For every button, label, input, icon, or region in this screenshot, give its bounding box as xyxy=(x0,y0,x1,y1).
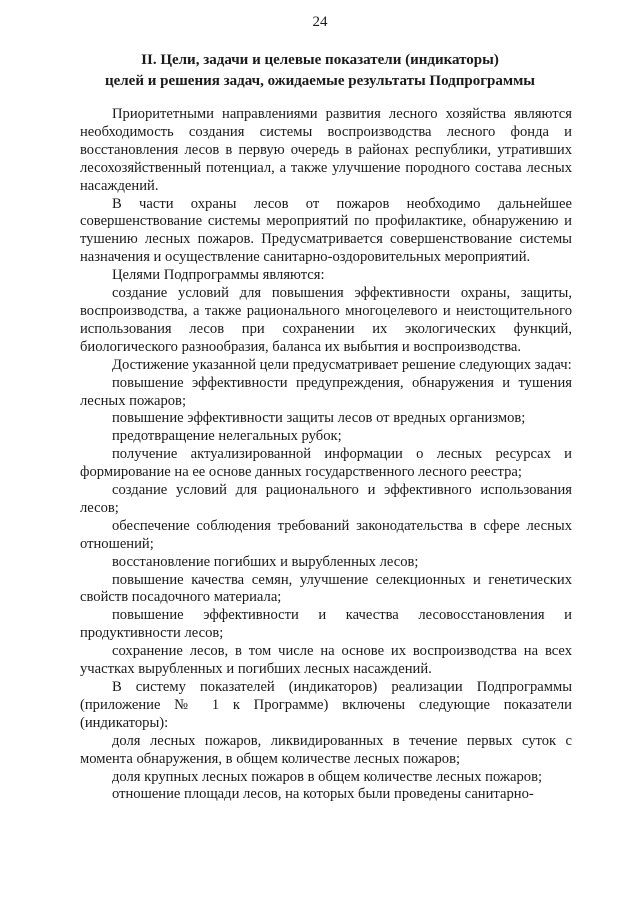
paragraph: В части охраны лесов от пожаров необходимо дальнейшее совершенствование системы мероприятий по профилактике, обнаружению и тушению лесных пожаров. Предусматривается совершенствование системы назначения и осуществление санитарно-оздоровительных мероприятий. xyxy=(80,195,572,266)
section-heading-line-2: целей и решения задач, ожидаемые результаты Подпрограммы xyxy=(104,73,536,89)
section-heading-line-1: II. Цели, задачи и целевые показатели (индикаторы) xyxy=(141,52,499,68)
paragraph: В систему показателей (индикаторов) реализации Подпрограммы (приложение № 1 к Программе) включены следующие показатели (индикаторы): xyxy=(80,679,572,731)
paragraph: создание условий для повышения эффективности охраны, защиты, воспроизводства, а также рационального многоцелевого и неистощительного использования лесов при сохранении их экологических функций, биологического разнообразия, баланса их выбытия и воспроизводства. xyxy=(80,285,572,355)
page-number: 24 xyxy=(312,14,328,30)
list-item: повышение эффективности предупреждения, обнаружения и тушения лесных пожаров; xyxy=(80,374,572,409)
list-item: отношение площади лесов, на которых были проведены санитарно- xyxy=(112,786,534,803)
paragraph: Целями Подпрограммы являются: xyxy=(112,267,325,284)
list-item: повышение эффективности защиты лесов от вредных организмов; xyxy=(112,410,526,427)
list-item: сохранение лесов, в том числе на основе их воспроизводства на всех участках вырубленных и погибших лесных насаждений. xyxy=(80,643,572,678)
paragraph: Приоритетными направлениями развития лесного хозяйства являются необходимость создания системы воспроизводства лесного фонда и восстановления лесов в первую очередь в районах республики, утративших лесохозяйственный потенциал, а также улучшение породного состава лесных насаждений. xyxy=(80,106,572,194)
list-item: получение актуализированной информации о лесных ресурсах и формирование на ее основе данных государственного лесного реестра; xyxy=(80,446,572,481)
body-text xyxy=(80,106,572,804)
list-item: предотвращение нелегальных рубок; xyxy=(112,428,342,445)
section-heading xyxy=(60,50,580,92)
paragraph: Достижение указанной цели предусматривает решение следующих задач: xyxy=(112,356,572,373)
list-item: повышение эффективности и качества лесовосстановления и продуктивности лесов; xyxy=(80,607,572,642)
list-item: доля лесных пожаров, ликвидированных в течение первых суток с момента обнаружения, в общем количестве лесных пожаров; xyxy=(80,732,572,767)
list-item: создание условий для рационального и эффективного использования лесов; xyxy=(80,482,572,516)
list-item: восстановление погибших и вырубленных лесов; xyxy=(112,553,419,570)
list-item: доля крупных лесных пожаров в общем количестве лесных пожаров; xyxy=(112,768,543,785)
list-item: обеспечение соблюдения требований законодательства в сфере лесных отношений; xyxy=(80,517,572,552)
list-item: повышение качества семян, улучшение селекционных и генетических свойств посадочного материала; xyxy=(80,571,572,606)
